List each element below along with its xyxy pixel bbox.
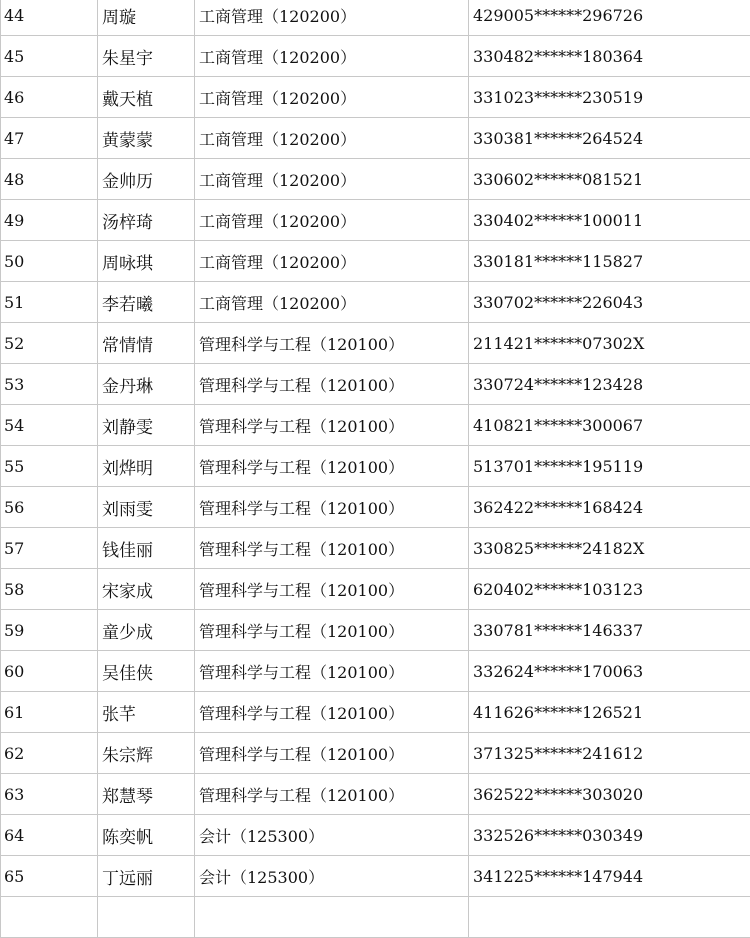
row-number-cell: 55	[1, 446, 98, 487]
row-number-cell: 60	[1, 651, 98, 692]
table-row	[1, 651, 750, 692]
student-name-cell	[98, 897, 195, 938]
student-name-cell: 汤梓琦	[98, 200, 195, 241]
major-cell: 工商管理（120200）	[195, 159, 469, 200]
id-number-cell: 411626******126521	[469, 692, 750, 733]
row-number-cell: 45	[1, 36, 98, 77]
student-name-cell: 戴天植	[98, 77, 195, 118]
row-number-cell: 61	[1, 692, 98, 733]
student-name-cell: 吴佳侠	[98, 651, 195, 692]
id-number-cell: 330702******226043	[469, 282, 750, 323]
student-name-cell: 李若曦	[98, 282, 195, 323]
table-row	[1, 774, 750, 815]
table-row	[1, 856, 750, 897]
table-row	[1, 733, 750, 774]
student-name-cell: 丁远丽	[98, 856, 195, 897]
table-row	[1, 405, 750, 446]
row-number-cell: 58	[1, 569, 98, 610]
id-number-cell: 620402******103123	[469, 569, 750, 610]
id-number-cell: 332624******170063	[469, 651, 750, 692]
id-number-cell: 341225******147944	[469, 856, 750, 897]
major-cell: 会计（125300）	[195, 815, 469, 856]
id-number-cell: 429005******296726	[469, 0, 750, 36]
student-name-cell: 钱佳丽	[98, 528, 195, 569]
major-cell: 管理科学与工程（120100）	[195, 733, 469, 774]
row-number-cell: 51	[1, 282, 98, 323]
table-row	[1, 36, 750, 77]
row-number-cell: 56	[1, 487, 98, 528]
student-name-cell: 刘烨明	[98, 446, 195, 487]
row-number-cell: 63	[1, 774, 98, 815]
id-number-cell: 362422******168424	[469, 487, 750, 528]
major-cell: 管理科学与工程（120100）	[195, 774, 469, 815]
major-cell: 管理科学与工程（120100）	[195, 323, 469, 364]
row-number-cell: 64	[1, 815, 98, 856]
student-name-cell: 黄蒙蒙	[98, 118, 195, 159]
id-number-cell: 330402******100011	[469, 200, 750, 241]
major-cell: 工商管理（120200）	[195, 118, 469, 159]
id-number-cell: 330381******264524	[469, 118, 750, 159]
id-number-cell	[469, 897, 750, 938]
major-cell: 管理科学与工程（120100）	[195, 487, 469, 528]
row-number-cell: 44	[1, 0, 98, 36]
id-number-cell: 330602******081521	[469, 159, 750, 200]
id-number-cell: 211421******07302X	[469, 323, 750, 364]
major-cell: 工商管理（120200）	[195, 241, 469, 282]
table-row	[1, 897, 750, 938]
major-cell: 管理科学与工程（120100）	[195, 610, 469, 651]
row-number-cell	[1, 897, 98, 938]
student-name-cell: 郑慧琴	[98, 774, 195, 815]
student-name-cell: 金帅历	[98, 159, 195, 200]
table-row	[1, 569, 750, 610]
table-row	[1, 487, 750, 528]
major-cell: 会计（125300）	[195, 856, 469, 897]
id-number-cell: 330781******146337	[469, 610, 750, 651]
row-number-cell: 59	[1, 610, 98, 651]
table-row	[1, 241, 750, 282]
major-cell: 管理科学与工程（120100）	[195, 651, 469, 692]
student-name-cell: 陈奕帆	[98, 815, 195, 856]
row-number-cell: 49	[1, 200, 98, 241]
id-number-cell: 331023******230519	[469, 77, 750, 118]
major-cell: 管理科学与工程（120100）	[195, 446, 469, 487]
major-cell: 工商管理（120200）	[195, 282, 469, 323]
student-name-cell: 金丹琳	[98, 364, 195, 405]
student-name-cell: 宋家成	[98, 569, 195, 610]
id-number-cell: 330181******115827	[469, 241, 750, 282]
table-row	[1, 200, 750, 241]
major-cell: 管理科学与工程（120100）	[195, 692, 469, 733]
student-name-cell: 周璇	[98, 0, 195, 36]
major-cell: 管理科学与工程（120100）	[195, 528, 469, 569]
student-name-cell: 刘雨雯	[98, 487, 195, 528]
row-number-cell: 65	[1, 856, 98, 897]
major-cell	[195, 897, 469, 938]
row-number-cell: 47	[1, 118, 98, 159]
row-number-cell: 57	[1, 528, 98, 569]
row-number-cell: 53	[1, 364, 98, 405]
major-cell: 工商管理（120200）	[195, 36, 469, 77]
id-number-cell: 330825******24182X	[469, 528, 750, 569]
id-number-cell: 362522******303020	[469, 774, 750, 815]
major-cell: 管理科学与工程（120100）	[195, 569, 469, 610]
row-number-cell: 50	[1, 241, 98, 282]
row-number-cell: 48	[1, 159, 98, 200]
id-number-cell: 332526******030349	[469, 815, 750, 856]
table-row	[1, 692, 750, 733]
student-name-cell: 朱星宇	[98, 36, 195, 77]
student-name-cell: 朱宗辉	[98, 733, 195, 774]
id-number-cell: 330482******180364	[469, 36, 750, 77]
row-number-cell: 54	[1, 405, 98, 446]
table-row	[1, 323, 750, 364]
table-row	[1, 528, 750, 569]
student-name-cell: 常情情	[98, 323, 195, 364]
major-cell: 工商管理（120200）	[195, 0, 469, 36]
major-cell: 工商管理（120200）	[195, 77, 469, 118]
major-cell: 管理科学与工程（120100）	[195, 405, 469, 446]
table-row	[1, 118, 750, 159]
roster-body	[1, 0, 750, 938]
id-number-cell: 410821******300067	[469, 405, 750, 446]
row-number-cell: 46	[1, 77, 98, 118]
student-name-cell: 张芊	[98, 692, 195, 733]
table-row	[1, 364, 750, 405]
id-number-cell: 513701******195119	[469, 446, 750, 487]
table-row	[1, 446, 750, 487]
student-name-cell: 童少成	[98, 610, 195, 651]
id-number-cell: 371325******241612	[469, 733, 750, 774]
table-row	[1, 159, 750, 200]
id-number-cell: 330724******123428	[469, 364, 750, 405]
student-name-cell: 周咏琪	[98, 241, 195, 282]
table-row	[1, 0, 750, 36]
major-cell: 工商管理（120200）	[195, 200, 469, 241]
table-row	[1, 282, 750, 323]
table-row	[1, 610, 750, 651]
table-row	[1, 77, 750, 118]
student-name-cell: 刘静雯	[98, 405, 195, 446]
table-row	[1, 815, 750, 856]
row-number-cell: 52	[1, 323, 98, 364]
major-cell: 管理科学与工程（120100）	[195, 364, 469, 405]
row-number-cell: 62	[1, 733, 98, 774]
